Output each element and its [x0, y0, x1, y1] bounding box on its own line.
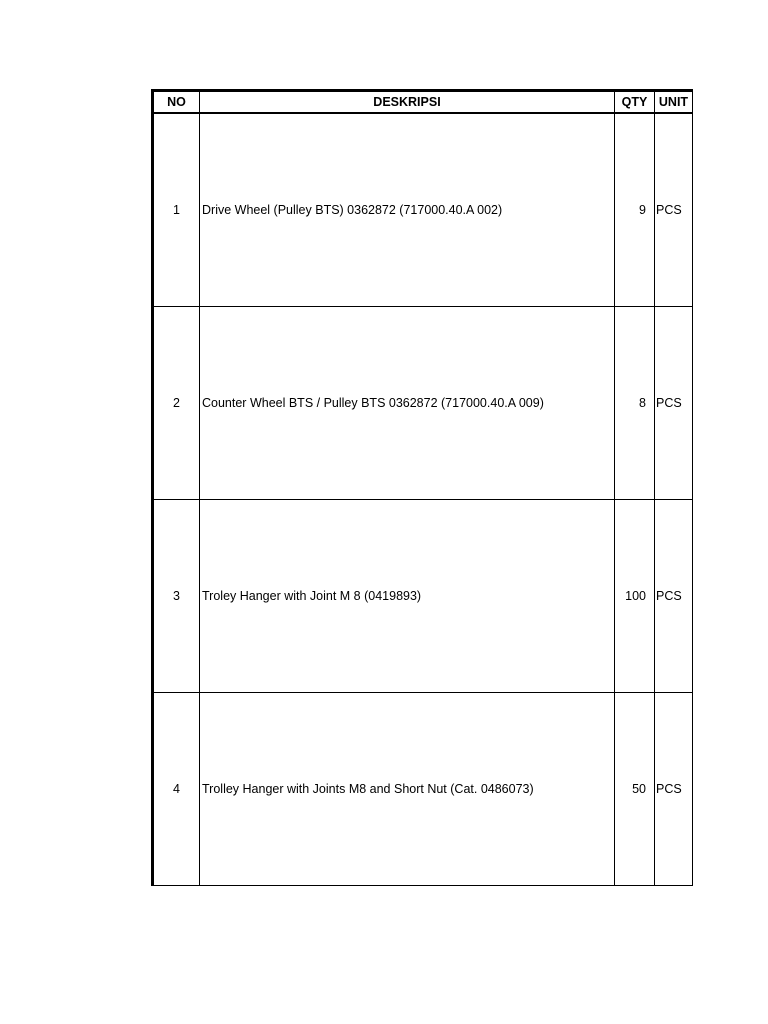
- table-body: [153, 113, 693, 886]
- cell-no: 2: [153, 307, 200, 500]
- cell-description: Drive Wheel (Pulley BTS) 0362872 (717000.40.A 002): [200, 113, 615, 307]
- cell-description: Troley Hanger with Joint M 8 (0419893): [200, 500, 615, 693]
- header-row: [153, 91, 693, 114]
- header-qty: QTY: [615, 91, 655, 114]
- cell-description: Trolley Hanger with Joints M8 and Short Nut (Cat. 0486073): [200, 693, 615, 886]
- item-table-container: [151, 89, 691, 886]
- item-table: [151, 89, 693, 886]
- cell-no: 3: [153, 500, 200, 693]
- cell-unit: PCS: [655, 693, 693, 886]
- cell-description: Counter Wheel BTS / Pulley BTS 0362872 (717000.40.A 009): [200, 307, 615, 500]
- cell-unit: PCS: [655, 307, 693, 500]
- header-no: NO: [153, 91, 200, 114]
- table-row: [153, 693, 693, 886]
- table-header: [153, 91, 693, 114]
- cell-qty: 50: [615, 693, 655, 886]
- table-row: [153, 307, 693, 500]
- header-description: DESKRIPSI: [200, 91, 615, 114]
- table-row: [153, 500, 693, 693]
- cell-qty: 9: [615, 113, 655, 307]
- table-row: [153, 113, 693, 307]
- header-unit: UNIT: [655, 91, 693, 114]
- cell-unit: PCS: [655, 113, 693, 307]
- cell-qty: 100: [615, 500, 655, 693]
- cell-no: 1: [153, 113, 200, 307]
- cell-no: 4: [153, 693, 200, 886]
- cell-unit: PCS: [655, 500, 693, 693]
- cell-qty: 8: [615, 307, 655, 500]
